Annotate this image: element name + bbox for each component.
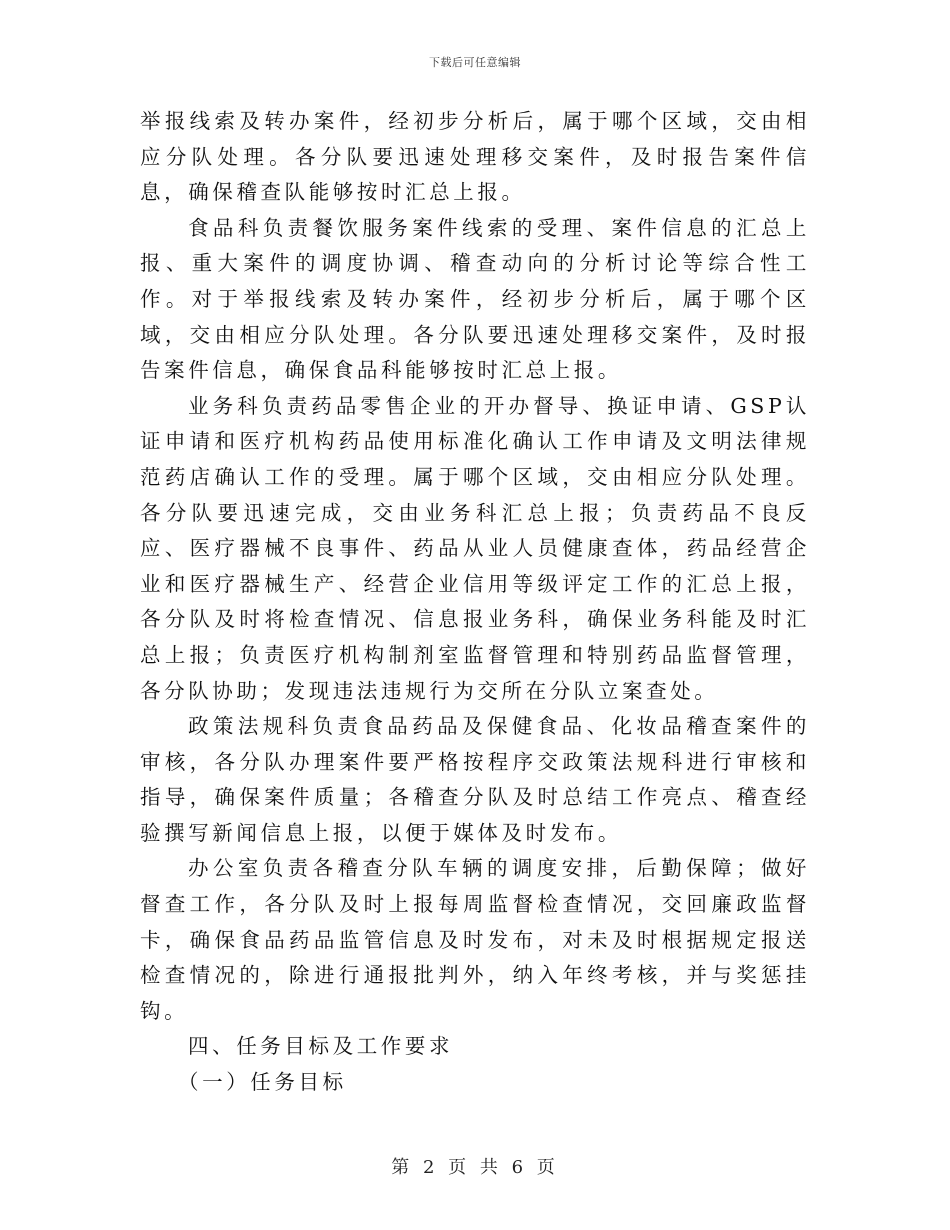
- paragraph-continued: 举报线索及转办案件，经初步分析后，属于哪个区域，交由相应分队处理。各分队要迅速处理移交案件，及时报告案件信息，确保稽查队能够按时汇总上报。: [140, 109, 810, 205]
- paragraph-policy-department: 政策法规科负责食品药品及保健食品、化妆品稽查案件的审核，各分队办理案件要严格按程序交政策法规科进行审核和指导，确保案件质量；各稽查分队及时总结工作亮点、稽查经验撰写新闻信息上报，以便于媒体及时发布。: [140, 714, 810, 845]
- paragraph-food-department: 食品科负责餐饮服务案件线索的受理、案件信息的汇总上报、重大案件的调度协调、稽查动向的分析讨论等综合性工作。对于举报线索及转办案件，经初步分析后，属于哪个区域，交由相应分队处理。各分队要迅速处理移交案件，及时报告案件信息，确保食品科能够按时汇总上报。: [140, 215, 810, 383]
- document-body: [140, 104, 810, 1101]
- subsection-heading: （一）任务目标: [178, 1070, 347, 1095]
- page-header: 下载后可任意编辑: [429, 56, 521, 69]
- paragraph-business-department: 业务科负责药品零售企业的开办督导、换证申请、GSP认证申请和医疗机构药品使用标准化确认工作申请及文明法律规范药店确认工作的受理。属于哪个区域，交由相应分队处理。各分队要迅速完成，交由业务科汇总上报；负责药品不良反应、医疗器械不良事件、药品从业人员健康查体，药品经营企业和医疗器械生产、经营企业信用等级评定工作的汇总上报，各分队及时将检查情况、信息报业务科，确保业务科能及时汇总上报；负责医疗机构制剂室监督管理和特别药品监督管理，各分队协助；发现违法违规行为交所在分队立案查处。: [140, 393, 810, 703]
- section-heading: 四、任务目标及工作要求: [188, 1034, 454, 1059]
- page-footer: 第 2 页 共 6 页: [391, 1157, 559, 1178]
- paragraph-office: 办公室负责各稽查分队车辆的调度安排，后勤保障；做好督查工作，各分队及时上报每周监督检查情况，交回廉政监督卡，确保食品药品监管信息及时发布，对未及时根据规定报送检查情况的，除进行通报批判外，纳入年终考核，并与奖惩挂钩。: [140, 856, 810, 1023]
